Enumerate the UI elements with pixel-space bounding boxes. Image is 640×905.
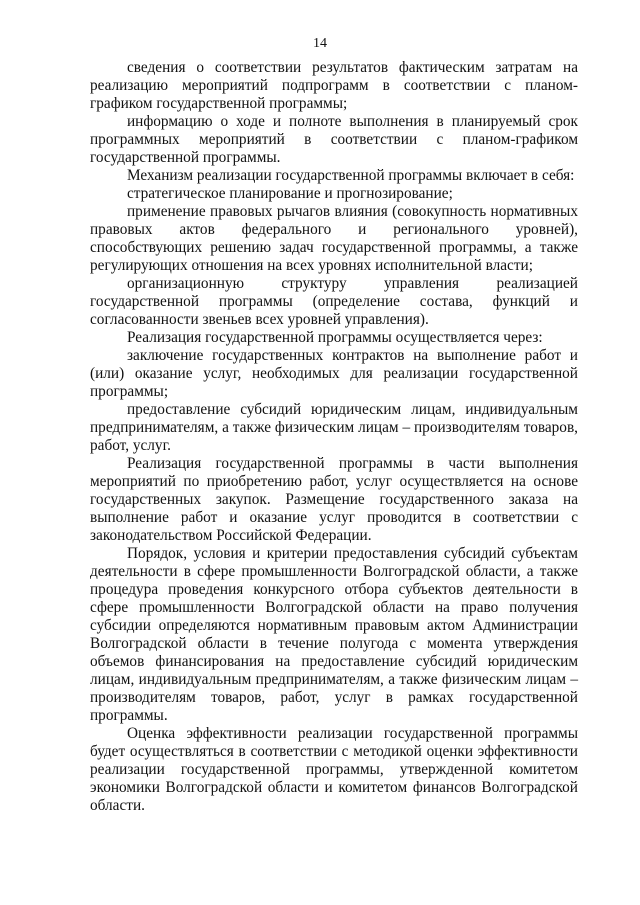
page-number: 14 — [313, 36, 327, 51]
paragraph-procurement: Реализация государственной программы в части выполнения мероприятий по приобретению работ, услуг осуществляется на основе государственных закупок. Размещение государственного заказа на выполнение работ и оказание услуг проводится в соответствии с законодательством Российской Федерации. — [90, 455, 578, 544]
paragraph-subsidy-procedure: Порядок, условия и критерии предоставления субсидий субъектам деятельности в сфере промышленности Волгоградской области, а также процедура проведения конкурсного отбора субъектов деятельности в сфере промышленности Волгоградской области на право получения субсидии определяются нормативным правовым актом Администрации Волгоградской области в течение полугода с момента утверждения объемов финансирования на предоставление субсидий юридическим лицам, индивидуальным предпринимателям, а также физическим лицам – производителям товаров, работ, услуг в рамках государственной программы. — [90, 545, 578, 724]
paragraph-subsidies: предоставление субсидий юридическим лицам, индивидуальным предпринимателям, а также физическим лицам – производителям товаров, работ, услуг. — [90, 401, 578, 454]
paragraph-contracts: заключение государственных контрактов на выполнение работ и (или) оказание услуг, необходимых для реализации государственной программы; — [90, 347, 578, 400]
document-body — [90, 59, 578, 815]
paragraph-legal-levers: применение правовых рычагов влияния (совокупность нормативных правовых актов федерального и регионального уровней), способствующих решению задач государственной программы, а также регулирующих отношения на всех уровнях исполнительной власти; — [90, 203, 578, 274]
paragraph-org-structure: организационную структуру управления реализацией государственной программы (определение состава, функций и согласованности звеньев всех уровней управления). — [90, 275, 578, 328]
paragraph-progress-info: информацию о ходе и полноте выполнения в планируемый срок программных мероприятий в соответствии с планом-графиком государственной программы. — [90, 113, 578, 166]
paragraph-strategic-planning: стратегическое планирование и прогнозирование; — [127, 185, 453, 202]
paragraph-cost-info: сведения о соответствии результатов фактическим затратам на реализацию мероприятий подпрограмм в соответствии с планом-графиком государственной программы; — [90, 59, 578, 112]
paragraph-implementation-intro: Реализация государственной программы осуществляется через: — [127, 329, 543, 346]
paragraph-mechanism-intro: Механизм реализации государственной программы включает в себя: — [127, 167, 575, 184]
paragraph-efficiency-evaluation: Оценка эффективности реализации государственной программы будет осуществляться в соответствии с методикой оценки эффективности реализации государственной программы, утвержденной комитетом экономики Волгоградской области и комитетом финансов Волгоградской области. — [90, 725, 578, 814]
